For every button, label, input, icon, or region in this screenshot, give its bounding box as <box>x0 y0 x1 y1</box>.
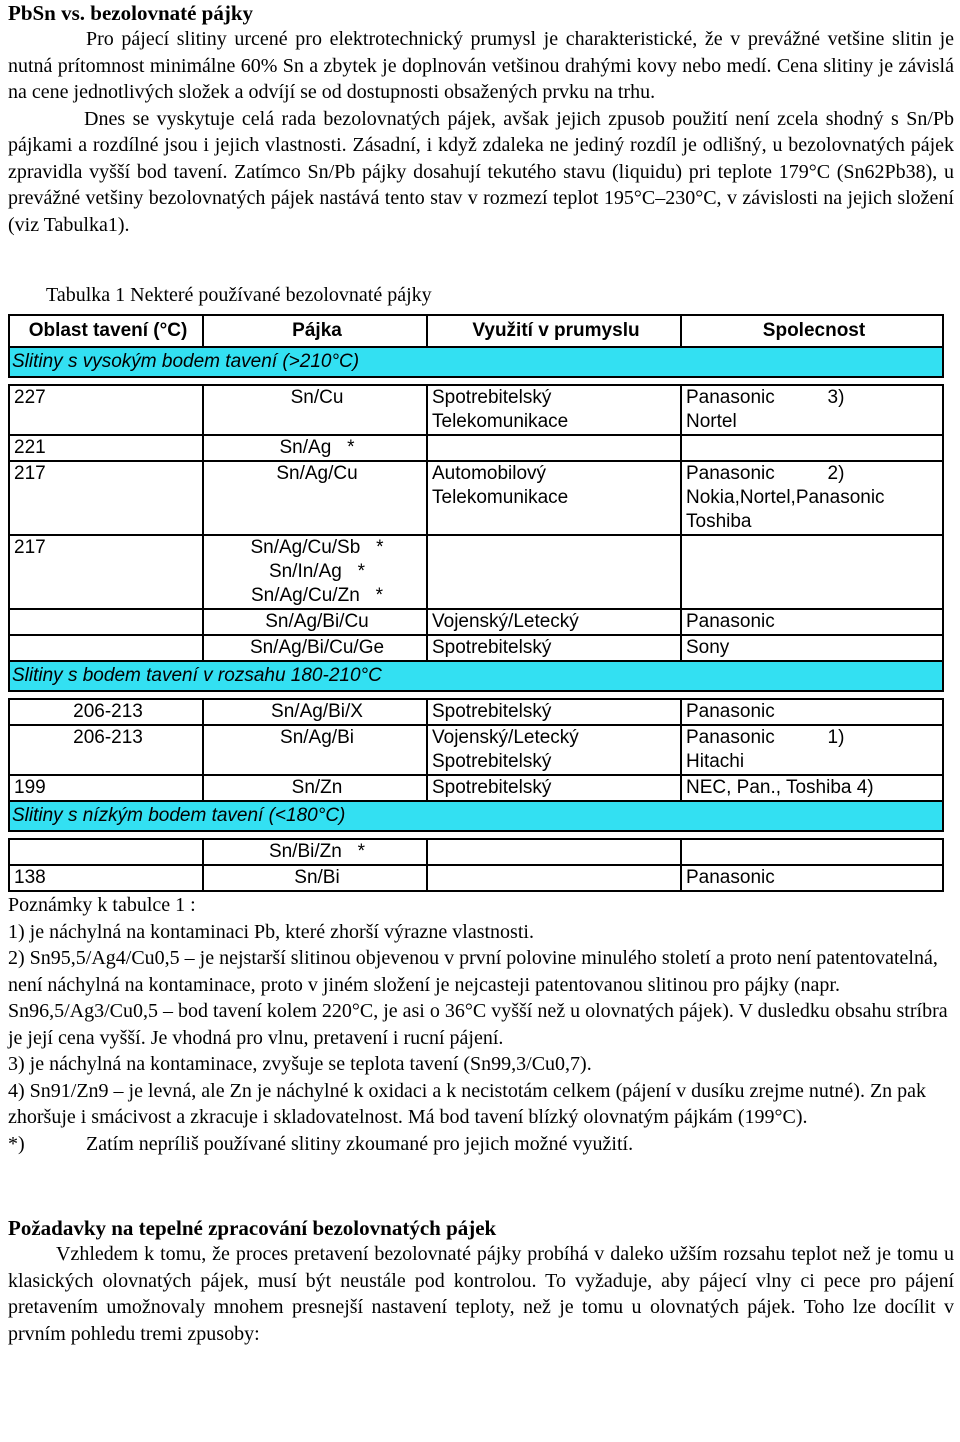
paragraph-2: Dnes se vyskytuje celá rada bezolovnatých pájek, avšak jejich zpusob použití není zcela shodný s Sn/Pb pájkami a rozdílné jsou i jejich vlastnosti. Zásadní, i když zdaleka ne jediný rozdíl je odlišný, u bezolovnatých pájek zpravidla vyšší bod tavení. Zatímco Sn/Pb pájky dosahují tekutého stavu (liquidu) pri teplote 179°C (Sn62Pb38), u prevážné vetšiny bezolovnatých pájek nastává tento stav v rozmezí teplot 195°C–230°C, v závislosti na jejich složení (viz Tabulka1). <box>8 107 954 236</box>
table-row: 217 Sn/Ag/Cu Automobilový Panasonic 2) <box>9 461 943 486</box>
table-row: Sn/Bi/Zn * <box>9 839 943 865</box>
table-row: 227 Sn/Cu Spotrebitelský Panasonic 3) <box>9 385 943 410</box>
group-row-mid: Slitiny s bodem tavení v rozsahu 180-210°C <box>9 661 943 691</box>
note-star <box>8 1131 954 1158</box>
header-solder: Pájka <box>203 315 427 347</box>
table-row: Sn/Ag/Cu/Zn * <box>9 584 943 609</box>
table-header-row <box>9 315 943 347</box>
table-caption: Tabulka 1 Nekteré používané bezolovnaté pájky <box>46 284 432 306</box>
table-row: Sn/In/Ag * <box>9 560 943 584</box>
requirements-paragraph: Vzhledem k tomu, že proces pretavení bezolovnaté pájky probíhá v daleko užším rozsahu teplot než je tomu u klasických olovnatých pájek, musí být neustále pod kontrolou. To vyžaduje, aby pájecí vlny ci pece pro pájení pretavením umožnovaly mnohem presnejší nastavení teploty, než je tomu u olovnatých pájek. Toho lze docílit v prvním pohledu tremi zpusoby: <box>8 1243 954 1345</box>
note-3: 3) je náchylná na kontaminace, zvyšuje se teplota tavení (Sn99,3/Cu0,7). <box>8 1053 592 1075</box>
table-row: Spotrebitelský Hitachi <box>9 750 943 775</box>
header-industry: Využití v prumyslu <box>427 315 681 347</box>
table-row: Telekomunikace Nortel <box>9 410 943 435</box>
table-row: Sn/Ag/Bi/Cu/Ge Spotrebitelský Sony <box>9 635 943 661</box>
group-row-high: Slitiny s vysokým bodem tavení (>210°C) <box>9 347 943 377</box>
table-row: 199 Sn/Zn Spotrebitelský NEC, Pan., Toshiba 4) <box>9 775 943 801</box>
section-heading: PbSn vs. bezolovnaté pájky <box>8 1 254 25</box>
note-2: 2) Sn95,5/Ag4/Cu0,5 – je nejstarší slitinou objevenou v první polovine minulého století a proto není patentovatelná, není náchylná na kontaminace, proto v jiném složení je nejcasteji patentovanou slitinou pro pájky (napr. Sn96,5/Ag3/Cu0,5 – bod tavení kolem 220°C, je asi o 36°C vyšší než u olovnatých pájek). V dusledku obsahu stríbra je její cena vyšší. Je vhodná pro vlnu, pretavení i rucní pájení. <box>8 947 948 1049</box>
note-1: 1) je náchylná na kontaminaci Pb, které zhorší výrazne vlastnosti. <box>8 920 534 943</box>
header-melting-range: Oblast tavení (°C) <box>9 315 203 347</box>
table-notes <box>8 892 954 1157</box>
notes-title: Poznámky k tabulce 1 : <box>8 894 196 916</box>
table-row: 217 Sn/Ag/Cu/Sb * <box>9 535 943 560</box>
table-row: 206-213 Sn/Ag/Bi Vojenský/Letecký Panasonic 1) <box>9 725 943 750</box>
document-page <box>8 0 954 1347</box>
star-text: Zatím nepríliš používané slitiny zkoumané pro jejich možné využití. <box>86 1132 634 1155</box>
paragraph-1: Pro pájecí slitiny urcené pro elektrotechnický prumysl je charakteristické, že v prevážné vetšine slitin je nutná prítomnost minimálne 60% Sn a zbytek je doplnován vetšinou drahými kovy nebo medí. Cena slitiny je závislá na cene jednotlivých složek a odvíjí se od dostupnosti obsažených prvku na trhu. <box>8 28 954 103</box>
note-4: 4) Sn91/Zn9 – je levná, ale Zn je náchylné k oxidaci a k necistotám celkem (pájení v dusíku zrejme nutné). Zn pak zhoršuje i smácivost a zkracuje i skladovatelnost. Má bod tavení blízký olovnatým pájkám (199°C). <box>8 1079 927 1128</box>
star-mark: *) <box>8 1132 25 1155</box>
solder-table <box>8 314 944 892</box>
table-row: Telekomunikace Nokia,Nortel,Panasonic Toshiba <box>9 486 943 535</box>
requirements-section <box>8 1215 954 1347</box>
table-row: 221 Sn/Ag * <box>9 435 943 461</box>
group-row-low: Slitiny s nízkým bodem tavení (<180°C) <box>9 801 943 831</box>
table-row: 138 Sn/Bi Panasonic <box>9 865 943 891</box>
table-row: Sn/Ag/Bi/Cu Vojenský/Letecký Panasonic <box>9 609 943 635</box>
header-company: Spolecnost <box>681 315 943 347</box>
table-row: 206-213 Sn/Ag/Bi/X Spotrebitelský Panasonic <box>9 699 943 725</box>
requirements-heading: Požadavky na tepelné zpracování bezolovnatých pájek <box>8 1216 497 1240</box>
